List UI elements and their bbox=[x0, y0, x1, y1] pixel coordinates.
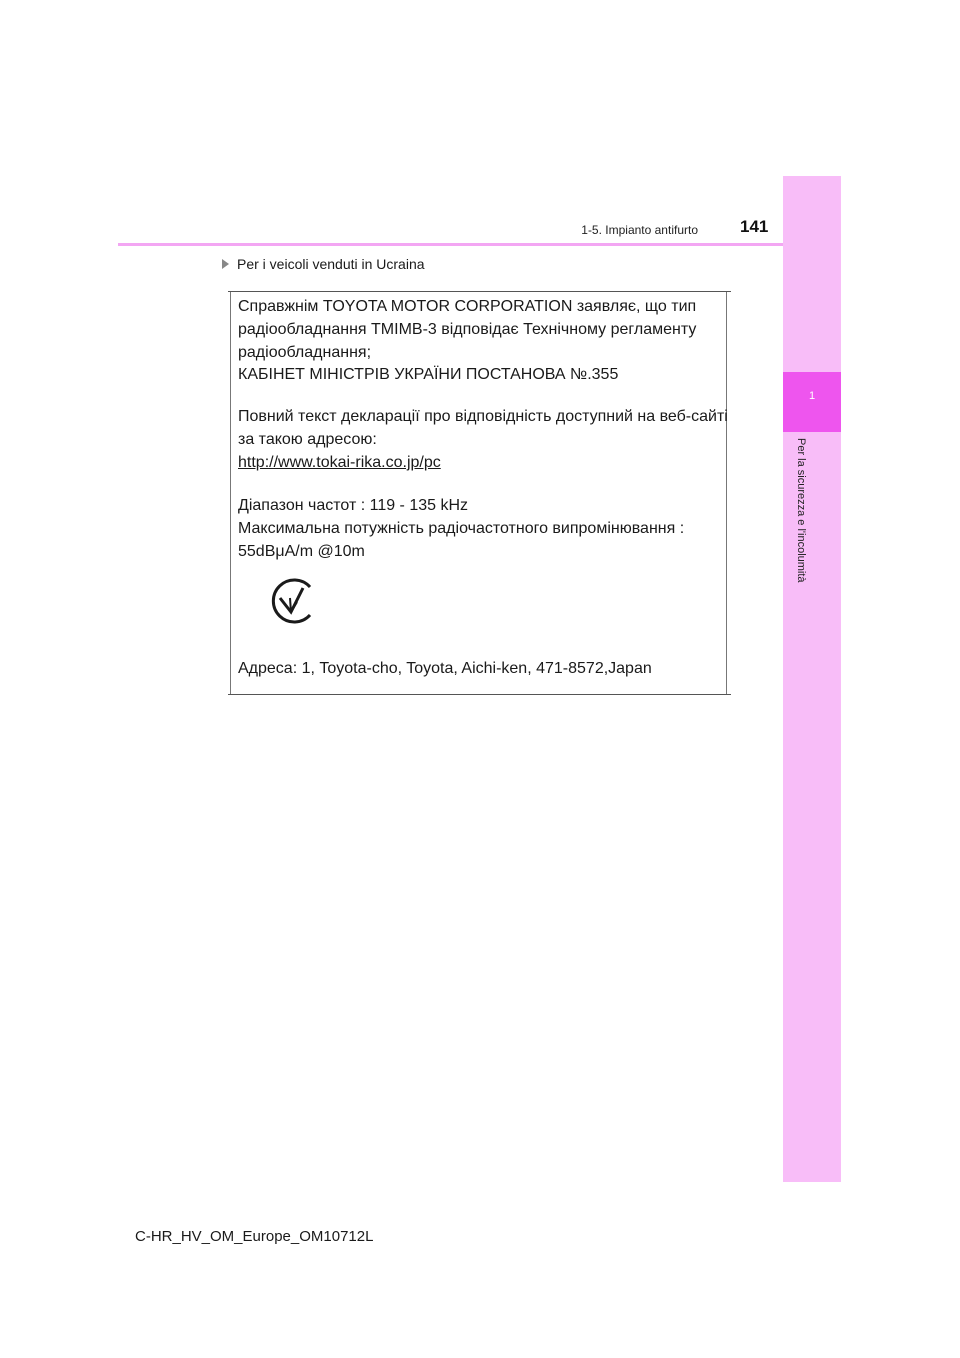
declaration-line: радіообладнання; bbox=[238, 344, 372, 361]
chapter-side-tab bbox=[783, 176, 841, 1182]
declaration-line: Повний текст декларації про відповідність доступний на веб-сайті bbox=[238, 408, 728, 425]
declaration-line: радіообладнання TMIMB-3 відповідає Технічному регламенту bbox=[238, 321, 697, 338]
declaration-line: 55dBμA/m @10m bbox=[238, 543, 365, 560]
chapter-number: 1 bbox=[808, 390, 816, 402]
declaration-line: за такою адресою: bbox=[238, 431, 377, 448]
declaration-line: КАБІНЕТ МІНІСТРІВ УКРАЇНИ ПОСТАНОВА №.355 bbox=[238, 366, 619, 383]
section-heading bbox=[222, 256, 425, 272]
declaration-line: Максимальна потужність радіочастотного випромінювання : bbox=[238, 520, 685, 537]
document-code: C-HR_HV_OM_Europe_OM10712L bbox=[135, 1228, 374, 1245]
page-number: 141 bbox=[740, 217, 769, 236]
section-heading-text: Per i veicoli venduti in Ucraina bbox=[237, 256, 425, 272]
chapter-title: Per la sicurezza e l'incolumità bbox=[795, 438, 807, 583]
declaration-address: Адреса: 1, Toyota-cho, Toyota, Aichi-ken, 471-8572,Japan bbox=[238, 660, 652, 677]
declaration-line: Справжнім TOYOTA MOTOR CORPORATION заявляє, що тип bbox=[238, 298, 697, 315]
declaration-url-link[interactable]: http://www.tokai-rika.co.jp/pc bbox=[238, 454, 441, 471]
header-rule bbox=[118, 243, 783, 246]
chapter-tab-active-marker bbox=[783, 372, 841, 432]
triangle-bullet-icon bbox=[222, 259, 229, 269]
section-title: 1-5. Impianto antifurto bbox=[581, 223, 698, 237]
ukraine-conformity-mark-icon bbox=[266, 576, 316, 626]
declaration-line: Діапазон частот : 119 - 135 kHz bbox=[238, 497, 469, 514]
